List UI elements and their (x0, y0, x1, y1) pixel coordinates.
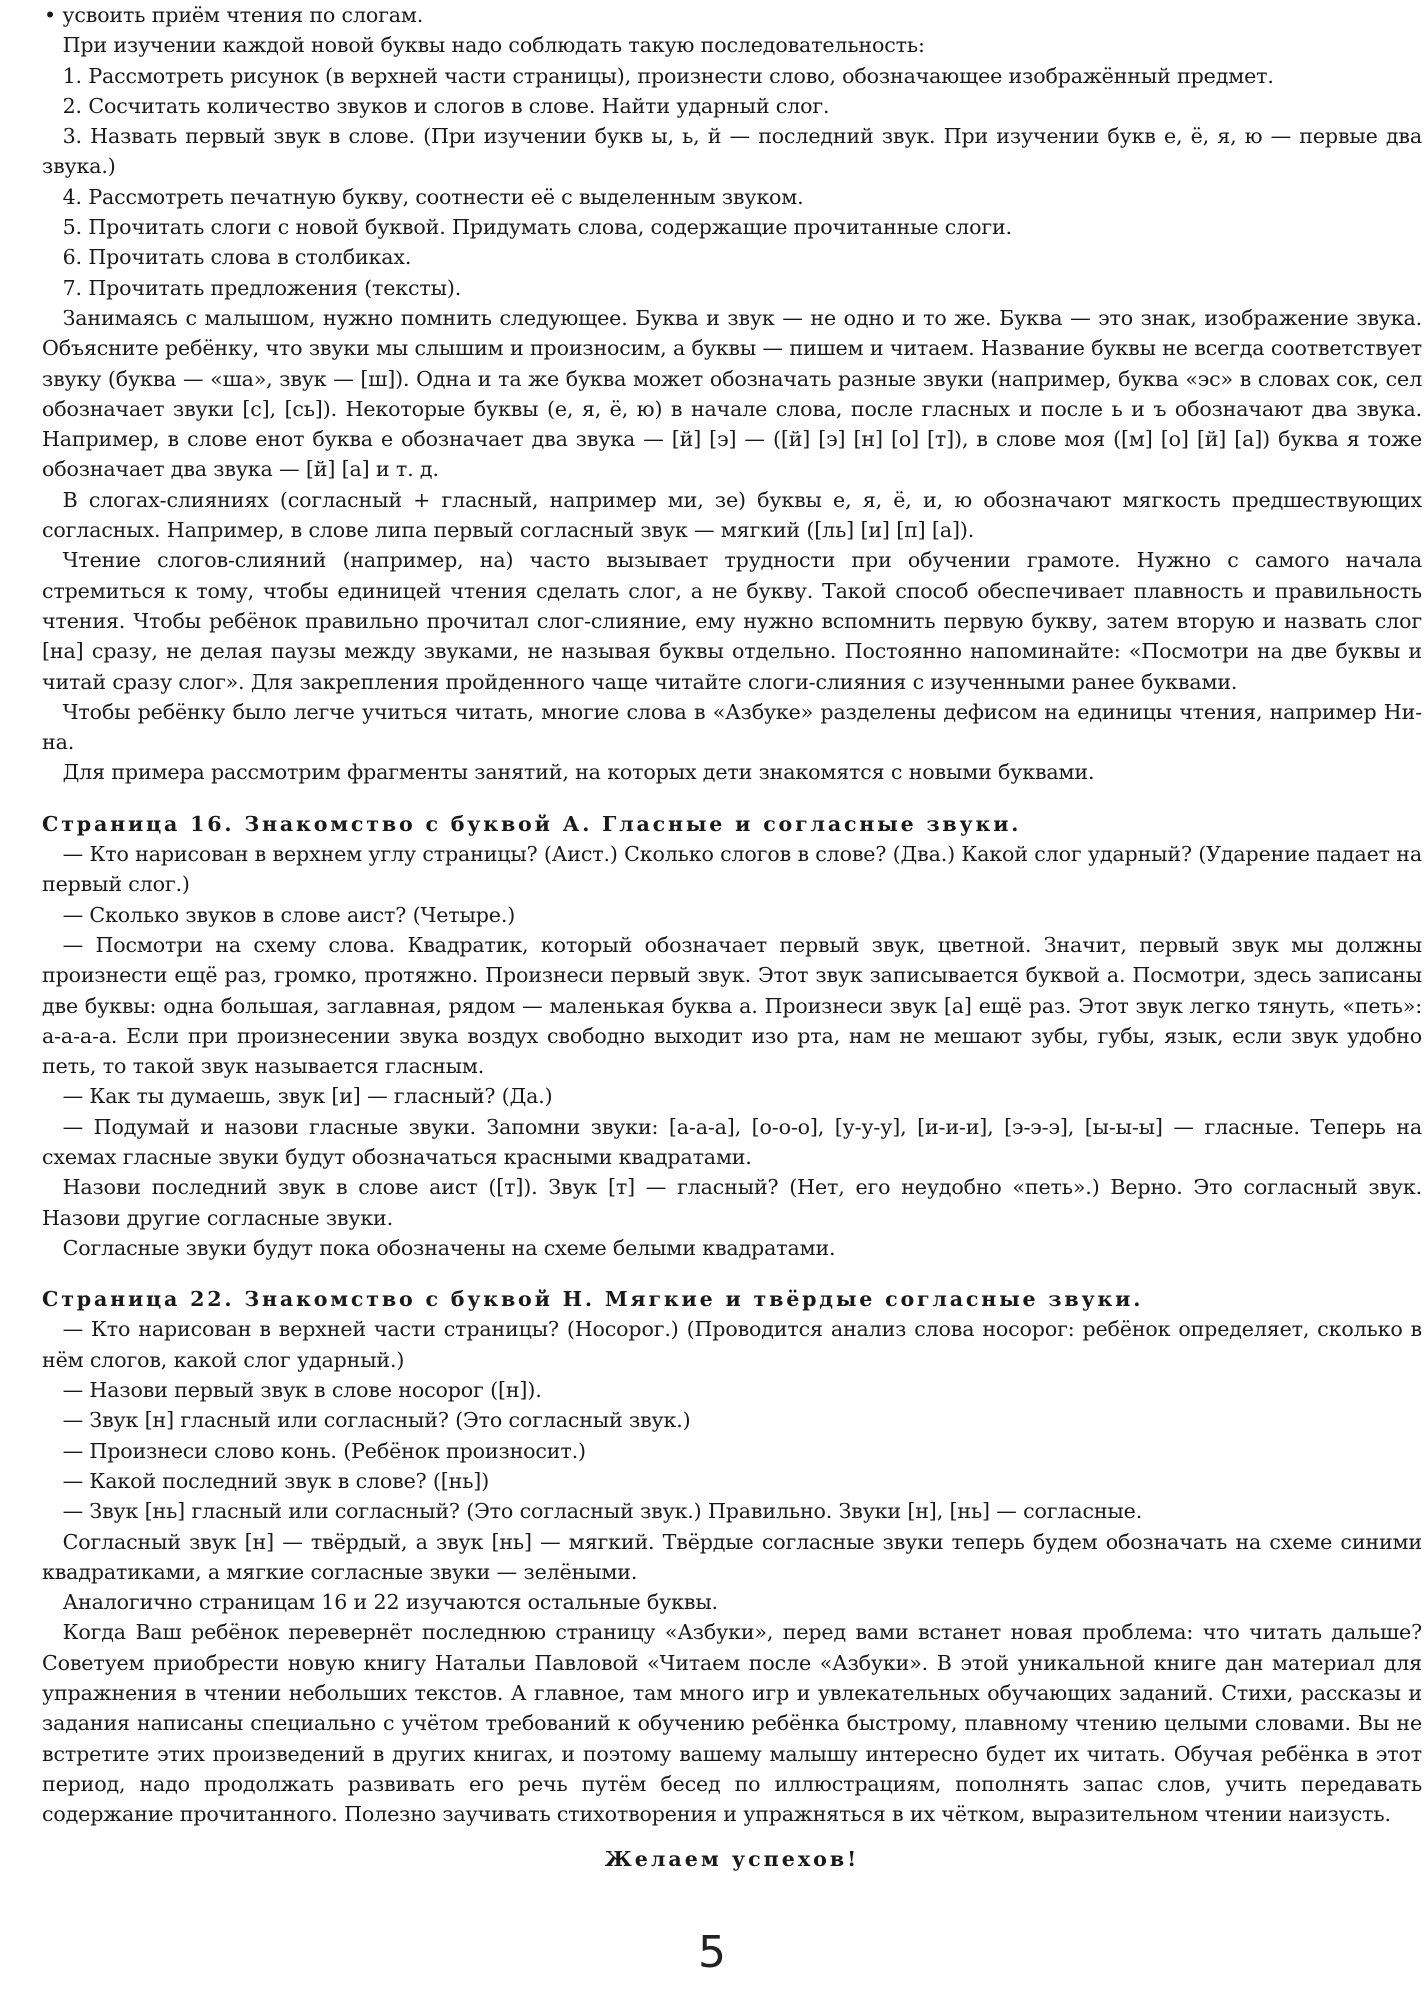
dialogue-line: — Звук [н] гласный или согласный? (Это согласный звук.) (62, 1408, 691, 1433)
list-item: 4. Рассмотреть печатную букву, соотнести её с выделенным звуком. (62, 184, 804, 209)
bullet-item: • усвоить приём чтения по слогам. (44, 3, 424, 27)
section-heading-page-22: Страница 22. Знакомство с буквой Н. Мягкие и твёрдые согласные звуки. (42, 1287, 1144, 1312)
section-heading-page-16: Страница 16. Знакомство с буквой А. Гласные и согласные звуки. (42, 811, 1022, 836)
page-number: 5 (698, 1927, 726, 1978)
paragraph: Согласные звуки будут пока обозначены на схеме белыми квадратами. (62, 1235, 836, 1260)
dialogue-line: — Кто нарисован в верхней части страницы? (Носорог.) (Проводится анализ слова носорог: ребёнок определяет, сколько в нём слогов, какой слог ударный.) (42, 1317, 1422, 1372)
paragraph: Назови последний звук в слове аист ([т]). Звук [т] — гласный? (Нет, его неудобно «петь».) Верно. Это согласный звук. Назови другие согласные звуки. (42, 1175, 1422, 1230)
dialogue-line: — Звук [нь] гласный или согласный? (Это согласный звук.) Правильно. Звуки [н], [нь] — согласные. (62, 1499, 1143, 1524)
page-body (42, 0, 1422, 1874)
paragraph: Чтобы ребёнку было легче учиться читать, многие слова в «Азбуке» разделены дефисом на единицы чтения, например Ни-на. (42, 699, 1422, 755)
list-item: 2. Сосчитать количество звуков и слогов в слове. Найти ударный слог. (62, 93, 830, 118)
paragraph: Чтение слогов-слияний (например, на) часто вызывает трудности при обучении грамоте. Нужно с самого начала стремиться к тому, чтобы единицей чтения сделать слог, а не букву. Такой способ обеспечивает плавность и правильность чтения. Чтобы ребёнок правильно прочитал слог-слияние, ему нужно вспомнить первую букву, затем вторую и назвать слог [на] сразу, не делая паузы между звуками, не называя буквы отдельно. Постоянно напоминайте: «Посмотри на две буквы и читай сразу слог». Для закрепления пройденного чаще читайте слоги-слияния с изученными ранее буквами. (42, 548, 1422, 694)
closing-wish: Желаем успехов! (604, 1846, 860, 1871)
paragraph: В слогах-слияниях (согласный + гласный, например ми, зе) буквы е, я, ё, и, ю обозначают мягкость предшествующих согласных. Например, в слове липа первый согласный звук — мягкий ([ль] [и] [п] [а]). (42, 487, 1422, 543)
dialogue-line: — Сколько звуков в слове аист? (Четыре.) (62, 902, 516, 927)
paragraph: Когда Ваш ребёнок перевернёт последнюю страницу «Азбуки», перед вами встанет новая проблема: что читать дальше? Советуем приобрести новую книгу Натальи Павловой «Читаем после «Азбуки». В этой уникальной книге дан материал для упражнения в чтении небольших текстов. А главное, там много игр и увлекательных обучающих заданий. Стихи, рассказы и задания написаны специально с учётом требований к обучению ребёнка быстрому, плавному чтению целыми словами. Вы не встретите этих произведений в других книгах, и поэтому вашему малышу интересно будет их читать. Обучая ребёнка в этот период, надо продолжать развивать его речь путём бесед по иллюстрациям, пополнять запас слов, учить передавать содержание прочитанного. Полезно заучивать стихотворения и упражняться в их чётком, выразительном чтении наизусть. (42, 1620, 1422, 1827)
paragraph: Занимаясь с малышом, нужно помнить следующее. Буква и звук — не одно и то же. Буква — это знак, изображение звука. Объясните ребёнку, что звуки мы слышим и произносим, а буквы — пишем и читаем. Название буквы не всегда соответствует звуку (буква — «ша», звук — [ш]). Одна и та же буква может обозначать разные звуки (например, буква «эс» в словах сок, сел обозначает звуки [с], [сь]). Некоторые буквы (е, я, ё, ю) в начале слова, после гласных и после ь и ъ обозначают два звука. Например, в слове енот буква е обозначает два звука — [й] [э] — ([й] [э] [н] [о] [т]), в слове моя ([м] [о] [й] [а]) буква я тоже обозначает два звука — [й] [а] и т. д. (42, 305, 1422, 482)
paragraph: Для примера рассмотрим фрагменты занятий, на которых дети знакомятся с новыми буквами. (62, 760, 1095, 785)
dialogue-line: — Подумай и назови гласные звуки. Запомни звуки: [а-а-а], [о-о-о], [у-у-у], [и-и-и], [э-э-э], [ы-ы-ы] — гласные. Теперь на схемах гласные звуки будут обозначаться красными квадратами. (42, 1114, 1422, 1169)
dialogue-line: — Как ты думаешь, звук [и] — гласный? (Да.) (62, 1084, 553, 1109)
dialogue-line: — Назови первый звук в слове носорог ([н]). (62, 1378, 542, 1403)
paragraph: При изучении каждой новой буквы надо соблюдать такую последовательность: (62, 33, 925, 58)
dialogue-line: — Кто нарисован в верхнем углу страницы? (Аист.) Сколько слогов в слове? (Два.) Какой слог ударный? (Ударение падает на первый слог.) (42, 842, 1422, 897)
dialogue-line: — Посмотри на схему слова. Квадратик, который обозначает первый звук, цветной. Значит, первый звук мы должны произнести ещё раз, громко, протяжно. Произнеси первый звук. Этот звук записывается буквой а. Посмотри, здесь записаны две буквы: одна большая, заглавная, рядом — маленькая буква а. Произнеси звук [а] ещё раз. Этот звук легко тянуть, «петь»: а-а-а-а. Если при произнесении звука воздух свободно выходит изо рта, нам не мешают зубы, губы, язык, если звук удобно петь, то такой звук называется гласным. (42, 932, 1422, 1079)
paragraph: Аналогично страницам 16 и 22 изучаются остальные буквы. (62, 1590, 718, 1615)
list-item: 3. Назвать первый звук в слове. (При изучении букв ы, ь, й — последний звук. При изучении букв е, ё, я, ю — первые два звука.) (42, 124, 1422, 179)
paragraph: Согласный звук [н] — твёрдый, а звук [нь] — мягкий. Твёрдые согласные звуки теперь будем обозначать на схеме синими квадратиками, а мягкие согласные звуки — зелёными. (42, 1529, 1422, 1584)
list-item: 1. Рассмотреть рисунок (в верхней части страницы), произнести слово, обозначающее изображённый предмет. (62, 63, 1274, 88)
list-item: 5. Прочитать слоги с новой буквой. Придумать слова, содержащие прочитанные слоги. (62, 215, 1012, 240)
list-item: 7. Прочитать предложения (тексты). (62, 275, 462, 300)
dialogue-line: — Произнеси слово конь. (Ребёнок произносит.) (62, 1438, 586, 1463)
list-item: 6. Прочитать слова в столбиках. (62, 245, 412, 270)
dialogue-line: — Какой последний звук в слове? ([нь]) (62, 1468, 490, 1493)
